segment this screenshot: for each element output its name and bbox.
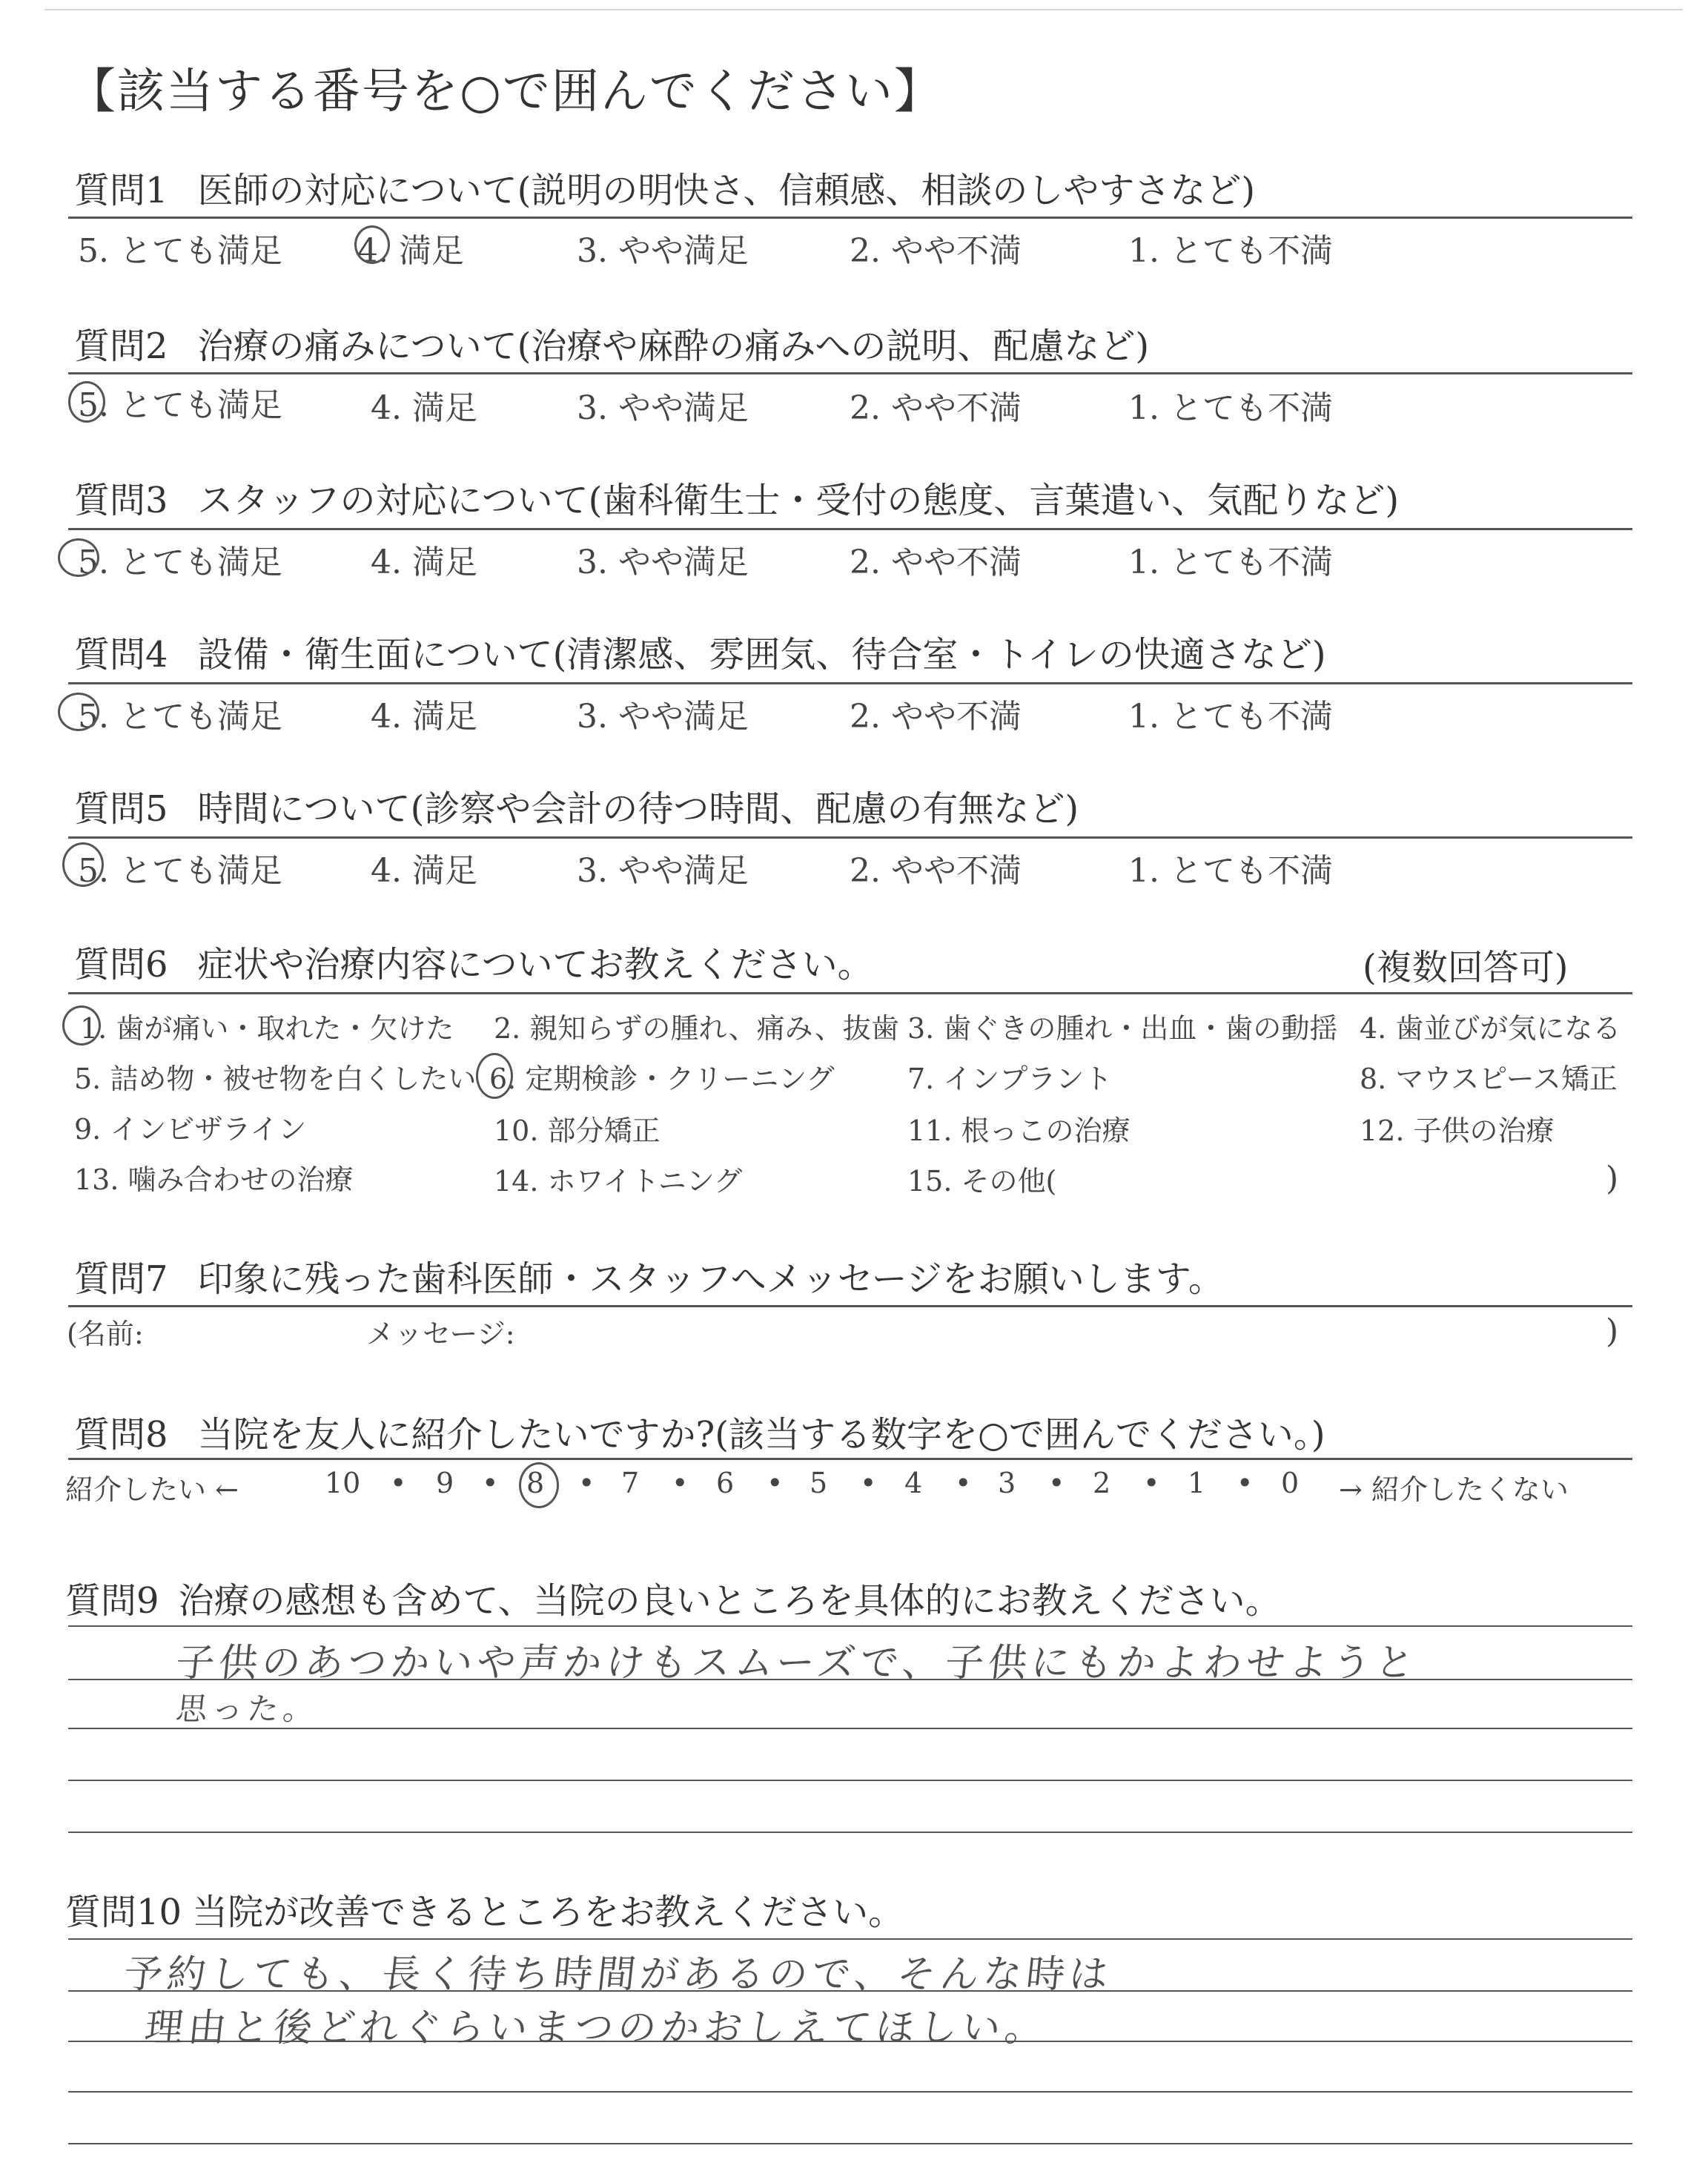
q5-option-4[interactable]: 4. 満足	[371, 852, 477, 890]
q6-option-7[interactable]: 7. インプラント	[907, 1063, 1113, 1095]
scale-dot: •	[767, 1467, 784, 1499]
question-text: 医師の対応について(説明の明快さ、信頼感、相談のしやすさなど)	[197, 170, 1256, 211]
q6-option-11[interactable]: 11. 根っこの治療	[907, 1114, 1131, 1147]
recommend-right-label: → 紹介したくない	[1339, 1473, 1569, 1506]
divider	[68, 1305, 1632, 1307]
q6-option-9[interactable]: 9. インビザライン	[74, 1113, 307, 1146]
handwritten-answer-line-1[interactable]: 予約しても、長く待ち時間があるので、そんな時は	[122, 1952, 1115, 1997]
selection-circle	[62, 1005, 101, 1046]
other-close-paren: )	[1606, 1160, 1619, 1198]
q1-option-1[interactable]: 1. とても不満	[1128, 232, 1333, 270]
scale-dot: •	[1048, 1467, 1065, 1499]
question-label: 質問4	[74, 634, 168, 676]
q4-option-5[interactable]: 5. とても満足	[78, 698, 282, 736]
question-text: 当院を友人に紹介したいですか?(該当する数字を○で囲んでください。)	[197, 1414, 1325, 1456]
scale-dot: •	[1143, 1467, 1160, 1499]
question-label: 質問1	[74, 170, 168, 211]
scale-dot: •	[482, 1467, 499, 1499]
q6-option-12[interactable]: 12. 子供の治療	[1360, 1114, 1555, 1147]
divider	[68, 372, 1632, 374]
handwritten-answer-line-1[interactable]: 子供のあつかいや声かけもスムーズで、子供にもかよわせようと	[173, 1641, 1421, 1685]
question-label: 質問7	[74, 1258, 168, 1300]
scale-3[interactable]: 3	[998, 1467, 1016, 1499]
question-label: 質問8	[74, 1414, 168, 1456]
question-label: 質問3	[74, 480, 168, 521]
q2-option-5[interactable]: 5. とても満足	[78, 386, 282, 424]
message-field-label[interactable]: メッセージ:	[366, 1318, 515, 1350]
question-text: 設備・衛生面について(清潔感、雰囲気、待合室・トイレの快適さなど)	[197, 634, 1326, 676]
selection-circle	[58, 693, 99, 731]
q3-option-3[interactable]: 3. やや満足	[577, 544, 749, 581]
question-label: 質問2	[74, 326, 168, 367]
selection-circle	[68, 381, 105, 423]
divider	[68, 992, 1632, 994]
q4-option-3[interactable]: 3. やや満足	[577, 698, 749, 736]
q5-option-5[interactable]: 5. とても満足	[78, 852, 282, 890]
question-label: 質問10	[65, 1892, 182, 1933]
q5-option-1[interactable]: 1. とても不満	[1128, 852, 1333, 890]
divider	[68, 682, 1632, 684]
question-text: 当院が改善できるところをお教えください。	[192, 1892, 904, 1933]
scale-9[interactable]: 9	[436, 1467, 454, 1499]
scale-dot: •	[860, 1467, 877, 1499]
q6-option-1[interactable]: 1. 歯が痛い・取れた・欠けた	[80, 1012, 454, 1045]
q6-option-3[interactable]: 3. 歯ぐきの腫れ・出血・歯の動揺	[907, 1012, 1338, 1045]
scale-dot: •	[672, 1467, 689, 1499]
scale-6[interactable]: 6	[716, 1467, 735, 1499]
question-1	[74, 162, 1255, 213]
question-label: 質問5	[74, 788, 168, 830]
q1-option-2[interactable]: 2. やや不満	[850, 232, 1022, 270]
scale-4[interactable]: 4	[904, 1467, 923, 1499]
question-4	[74, 626, 1326, 677]
question-9	[65, 1572, 1281, 1623]
q4-option-1[interactable]: 1. とても不満	[1128, 698, 1333, 736]
handwritten-answer-line-2[interactable]: 思った。	[174, 1691, 321, 1727]
q6-option-4[interactable]: 4. 歯並びが気になる	[1360, 1012, 1621, 1045]
divider	[68, 1458, 1632, 1460]
q3-option-2[interactable]: 2. やや不満	[850, 544, 1022, 581]
question-text: 治療の感想も含めて、当院の良いところを具体的にお教えください。	[178, 1580, 1281, 1622]
scale-dot: •	[1237, 1467, 1254, 1499]
scale-2[interactable]: 2	[1093, 1467, 1111, 1499]
q5-option-3[interactable]: 3. やや満足	[577, 852, 749, 890]
question-3	[74, 472, 1399, 523]
divider	[68, 528, 1632, 530]
divider	[68, 217, 1632, 219]
q6-option-14[interactable]: 14. ホワイトニング	[494, 1165, 743, 1198]
recommend-left-label: 紹介したい ←	[65, 1473, 239, 1506]
page-title: 【該当する番号を○で囲んでください】	[68, 65, 943, 119]
q1-option-3[interactable]: 3. やや満足	[577, 232, 749, 270]
answer-line	[68, 1780, 1632, 1781]
question-text: 治療の痛みについて(治療や麻酔の痛みへの説明、配慮など)	[197, 326, 1150, 367]
q6-option-2[interactable]: 2. 親知らずの腫れ、痛み、抜歯	[494, 1012, 899, 1045]
selection-circle	[476, 1053, 513, 1099]
question-text: 症状や治療内容についてお教えください。	[197, 944, 873, 985]
question-10	[65, 1883, 904, 1935]
selection-circle	[354, 225, 390, 264]
q3-option-4[interactable]: 4. 満足	[371, 544, 477, 581]
q1-option-5[interactable]: 5. とても満足	[78, 232, 282, 270]
q6-option-6[interactable]: 6. 定期検診・クリーニング	[489, 1063, 835, 1095]
q3-option-5[interactable]: 5. とても満足	[78, 544, 282, 581]
q2-option-2[interactable]: 2. やや不満	[850, 389, 1022, 427]
question-text: スタッフの対応について(歯科衛生士・受付の態度、言葉遣い、気配りなど)	[197, 480, 1400, 521]
multi-answer-note: (複数回答可)	[1363, 947, 1569, 988]
question-text: 印象に残った歯科医師・スタッフへメッセージをお願いします。	[197, 1258, 1224, 1300]
q1-option-4[interactable]: 4. 満足	[357, 232, 464, 270]
q6-option-15[interactable]: 15. その他(	[907, 1165, 1057, 1198]
scale-0[interactable]: 0	[1281, 1467, 1300, 1499]
scale-dot: •	[955, 1467, 972, 1499]
answer-line	[68, 1938, 1632, 1940]
question-5	[74, 780, 1079, 831]
selection-circle	[519, 1462, 559, 1508]
question-7	[74, 1250, 1224, 1301]
answer-line	[68, 1625, 1632, 1627]
q6-option-13[interactable]: 13. 噛み合わせの治療	[74, 1163, 354, 1196]
question-8	[74, 1406, 1325, 1457]
selection-circle	[58, 538, 99, 577]
q4-option-2[interactable]: 2. やや不満	[850, 698, 1022, 736]
q2-option-1[interactable]: 1. とても不満	[1128, 389, 1333, 427]
question-2	[74, 317, 1149, 369]
q5-option-2[interactable]: 2. やや不満	[850, 852, 1022, 890]
answer-line	[68, 2091, 1632, 2093]
answer-line	[68, 2143, 1632, 2144]
scale-8[interactable]: 8	[526, 1467, 545, 1499]
question-6	[74, 936, 873, 987]
question-text: 時間について(診察や会計の待つ時間、配慮の有無など)	[197, 788, 1079, 830]
q4-option-4[interactable]: 4. 満足	[371, 698, 477, 736]
q3-option-1[interactable]: 1. とても不満	[1128, 544, 1333, 581]
message-close-paren: )	[1606, 1312, 1619, 1350]
answer-line	[68, 1832, 1632, 1833]
q2-option-4[interactable]: 4. 満足	[371, 389, 477, 427]
question-label: 質問6	[74, 944, 168, 985]
q6-option-5[interactable]: 5. 詰め物・被せ物を白くしたい	[74, 1063, 477, 1095]
question-label: 質問9	[65, 1580, 159, 1622]
q6-option-8[interactable]: 8. マウスピース矯正	[1360, 1063, 1618, 1095]
name-field-label[interactable]: (名前:	[67, 1318, 144, 1350]
divider	[68, 836, 1632, 839]
scale-10[interactable]: 10	[325, 1467, 361, 1499]
scale-dot: •	[578, 1467, 595, 1499]
scale-dot: •	[390, 1467, 407, 1499]
scale-7[interactable]: 7	[621, 1467, 640, 1499]
q6-option-10[interactable]: 10. 部分矯正	[494, 1114, 661, 1147]
q2-option-3[interactable]: 3. やや満足	[577, 389, 749, 427]
selection-circle	[62, 842, 104, 887]
handwritten-answer-line-2[interactable]: 理由と後どれぐらいまつのかおしえてほしい。	[142, 2006, 1050, 2050]
scale-1[interactable]: 1	[1188, 1467, 1206, 1499]
scale-5[interactable]: 5	[810, 1467, 828, 1499]
scan-edge	[44, 9, 1683, 10]
